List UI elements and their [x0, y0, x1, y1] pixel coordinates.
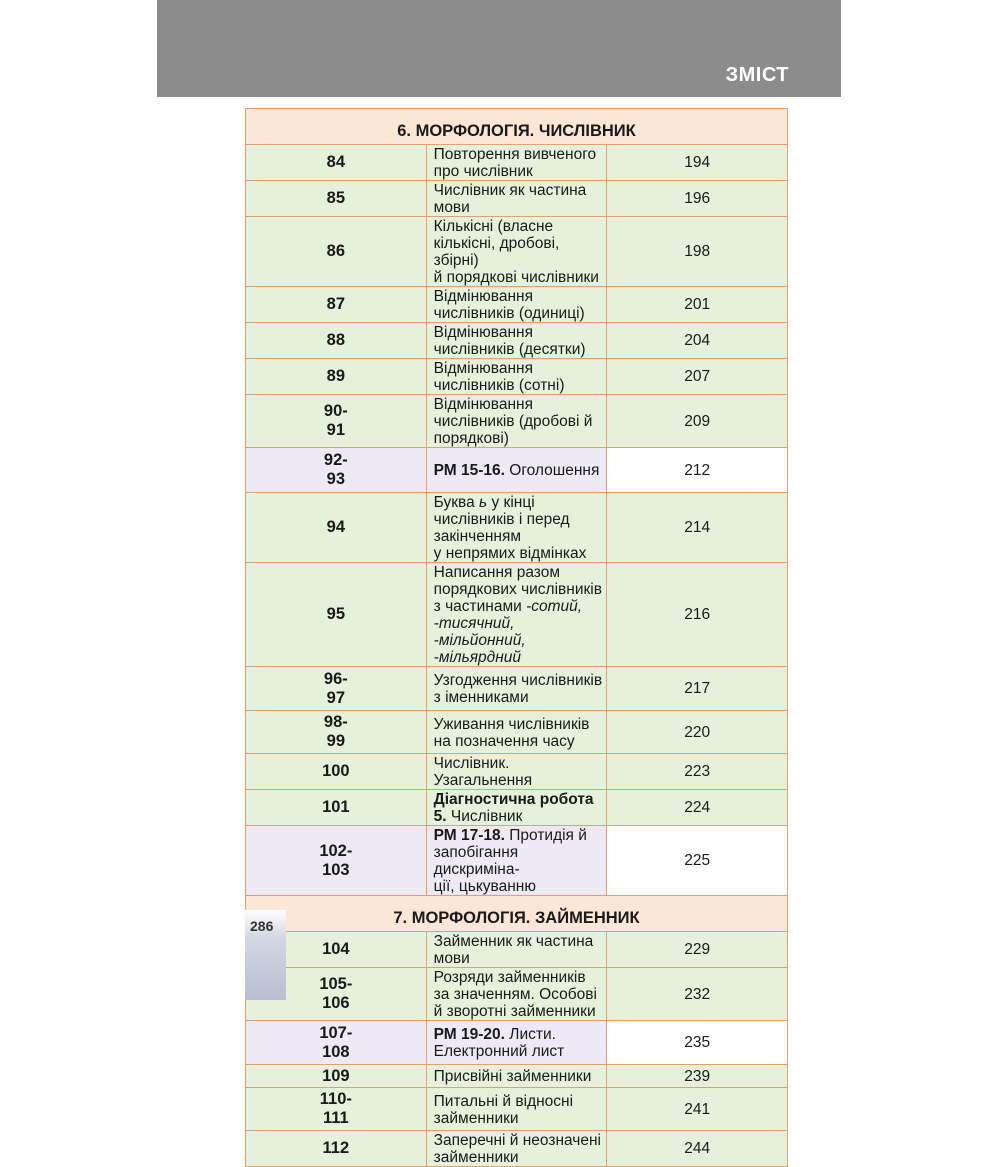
lesson-number-part: 86 — [326, 242, 345, 260]
toc-row — [246, 1021, 788, 1065]
lesson-number-part: 92- — [323, 451, 348, 469]
toc-row — [246, 448, 788, 493]
topic-line — [434, 969, 603, 1003]
topic-label-bold: РМ 17-18. — [433, 827, 505, 844]
topic-line — [434, 1093, 603, 1127]
topic-label-bold: РМ 19-20. — [433, 1026, 505, 1043]
topic-line — [434, 791, 603, 825]
lesson-topic — [426, 790, 607, 826]
lesson-number-part: 98- — [323, 713, 348, 731]
lesson-topic — [426, 968, 607, 1021]
toc-row — [246, 323, 788, 359]
lesson-topic — [426, 493, 607, 563]
topic-text: ції, цькуванню — [433, 878, 536, 895]
topic-text: Відмінювання числівників (десятки) — [433, 324, 586, 358]
lesson-number-part: 106 — [322, 994, 350, 1012]
toc-row — [246, 181, 788, 217]
toc-row — [246, 493, 788, 563]
toc-row — [246, 968, 788, 1021]
topic-line — [434, 146, 603, 180]
lesson-number-part: 95 — [326, 605, 345, 623]
lesson-number-part: 102- — [319, 841, 353, 860]
lesson-topic — [426, 395, 607, 448]
lesson-number-part: 104 — [322, 940, 350, 958]
header-band — [157, 0, 841, 97]
page-ref: 232 — [607, 968, 788, 1021]
page-ref: 241 — [607, 1088, 788, 1131]
toc-row — [246, 667, 788, 711]
topic-text: й порядкові числівники — [433, 269, 599, 286]
lesson-number — [246, 711, 427, 754]
topic-line — [434, 933, 603, 967]
topic-line — [434, 1132, 603, 1166]
lesson-number — [246, 1131, 427, 1167]
lesson-number-part: 87 — [326, 295, 345, 313]
section-heading: 7. МОРФОЛОГІЯ. ЗАЙМЕННИК — [246, 896, 788, 932]
toc-row — [246, 932, 788, 968]
lesson-number-part: 88 — [326, 331, 345, 349]
toc-row — [246, 790, 788, 826]
topic-line — [434, 649, 603, 666]
section-heading: 6. МОРФОЛОГІЯ. ЧИСЛІВНИК — [246, 109, 788, 145]
page-ref: 217 — [607, 667, 788, 711]
toc-row — [246, 754, 788, 790]
lesson-number-part: 97 — [326, 688, 345, 707]
topic-line — [434, 269, 603, 286]
lesson-number-part: 108 — [322, 1042, 350, 1061]
topic-line — [434, 360, 603, 394]
lesson-number-part: 103 — [322, 860, 350, 879]
topic-text: у кінці числівників і перед закінченням — [433, 494, 570, 545]
toc-row — [246, 287, 788, 323]
topic-text: Числівник — [446, 808, 523, 825]
topic-text-italic: -сотий, -тисячний, -мільйонний, — [433, 598, 583, 649]
topic-text: Відмінювання числівників (сотні) — [433, 360, 565, 394]
page-ref: 204 — [607, 323, 788, 359]
lesson-number — [246, 1065, 427, 1088]
topic-text: Числівник. Узагальнення — [433, 755, 533, 789]
lesson-topic — [426, 932, 607, 968]
topic-text: й зворотні займенники — [433, 1003, 596, 1020]
topic-line — [434, 878, 603, 895]
toc-row — [246, 563, 788, 667]
lesson-topic — [426, 754, 607, 790]
lesson-number-part: 105- — [319, 975, 353, 993]
lesson-topic — [426, 826, 607, 896]
topic-line — [434, 598, 603, 649]
lesson-number-part: 100 — [322, 762, 350, 780]
page-ref: 194 — [607, 145, 788, 181]
lesson-topic — [426, 563, 607, 667]
lesson-topic — [426, 667, 607, 711]
topic-line — [434, 1026, 603, 1060]
topic-line — [434, 494, 603, 545]
topic-text: Уживання числівників на позначення часу — [433, 715, 590, 750]
lesson-number-part: 99 — [326, 732, 345, 750]
lesson-number — [246, 667, 427, 711]
topic-text-italic: ь — [479, 494, 488, 511]
topic-text: Питальні й відносні займенники — [433, 1092, 574, 1127]
lesson-number-part: 101 — [322, 798, 350, 816]
lesson-number-part: 110- — [319, 1090, 352, 1108]
lesson-number — [246, 790, 427, 826]
page-ref: 209 — [607, 395, 788, 448]
page-ref: 229 — [607, 932, 788, 968]
lesson-topic — [426, 181, 607, 217]
page-ref: 207 — [607, 359, 788, 395]
lesson-topic — [426, 711, 607, 754]
lesson-number — [246, 1088, 427, 1131]
topic-text: Протидія й запобігання дискриміна- — [433, 827, 587, 878]
topic-text: Займенник як частина мови — [433, 933, 594, 967]
page-ref: 216 — [607, 563, 788, 667]
lesson-number-part: 89 — [326, 367, 345, 385]
topic-line — [434, 182, 603, 216]
lesson-number-part: 94 — [326, 518, 345, 536]
topic-line — [434, 716, 603, 750]
toc-row — [246, 1088, 788, 1131]
lesson-topic — [426, 1021, 607, 1065]
topic-text: Написання разом порядкових числівників — [433, 564, 602, 598]
lesson-topic — [426, 1131, 607, 1167]
lesson-number-part: 90- — [323, 402, 348, 420]
topic-text: Листи. Електронний лист — [433, 1026, 565, 1060]
lesson-number — [246, 359, 427, 395]
lesson-number — [246, 323, 427, 359]
topic-line — [434, 827, 603, 878]
topic-text: Числівник як частина мови — [433, 182, 587, 216]
page-ref: 235 — [607, 1021, 788, 1065]
topic-text: Узгодження числівників з іменниками — [433, 672, 603, 706]
page-ref: 212 — [607, 448, 788, 493]
page-ref: 214 — [607, 493, 788, 563]
topic-text: Кількісні (власне кількісні, дробові, збірні) — [433, 218, 560, 269]
lesson-topic — [426, 448, 607, 493]
section-heading-row — [246, 896, 788, 932]
topic-line — [434, 564, 603, 598]
lesson-topic — [426, 287, 607, 323]
topic-text-italic: -мільярдний — [433, 649, 522, 666]
topic-line — [434, 1068, 603, 1085]
topic-line — [434, 324, 603, 358]
topic-text: Присвійні займенники — [433, 1068, 592, 1085]
page-ref: 239 — [607, 1065, 788, 1088]
lesson-topic — [426, 323, 607, 359]
page-number-tab — [245, 910, 286, 1000]
lesson-topic — [426, 145, 607, 181]
topic-text: Розряди займенників за значенням. Особові — [433, 969, 597, 1003]
page-ref: 225 — [607, 826, 788, 896]
toc-row — [246, 826, 788, 896]
page-ref: 198 — [607, 217, 788, 287]
lesson-number — [246, 181, 427, 217]
lesson-topic — [426, 217, 607, 287]
page-ref: 196 — [607, 181, 788, 217]
lesson-number — [246, 826, 427, 896]
topic-line — [434, 755, 603, 789]
lesson-number-part: 111 — [322, 1109, 349, 1127]
topic-line — [434, 545, 603, 562]
lesson-topic — [426, 1088, 607, 1131]
topic-line — [434, 672, 603, 706]
page-number: 286 — [250, 918, 274, 934]
lesson-number-part: 96- — [323, 669, 348, 688]
toc-row — [246, 217, 788, 287]
lesson-number — [246, 563, 427, 667]
toc-row — [246, 145, 788, 181]
lesson-number-part: 107- — [319, 1023, 353, 1042]
topic-label-bold: Діагностична робота 5. — [433, 791, 594, 825]
lesson-number — [246, 493, 427, 563]
toc-row — [246, 1131, 788, 1167]
page-ref: 223 — [607, 754, 788, 790]
page-ref: 224 — [607, 790, 788, 826]
page-ref: 244 — [607, 1131, 788, 1167]
topic-text: Відмінювання числівників (одиниці) — [433, 288, 585, 322]
topic-text: Відмінювання числівників (дробові й порядкові) — [433, 396, 593, 447]
lesson-number-part: 91 — [326, 421, 345, 439]
lesson-number — [246, 395, 427, 448]
section-heading-row — [246, 109, 788, 145]
lesson-number-part: 84 — [326, 153, 345, 171]
toc-row — [246, 1065, 788, 1088]
lesson-number — [246, 1021, 427, 1065]
topic-text: Повторення вивченого про числівник — [433, 146, 597, 180]
lesson-number — [246, 754, 427, 790]
topic-line — [434, 396, 603, 447]
page-title: ЗМІСТ — [725, 64, 789, 86]
topic-line — [434, 288, 603, 322]
lesson-number-part: 112 — [322, 1139, 350, 1157]
topic-text: Заперечні й неозначені займенники — [433, 1132, 602, 1166]
page-ref: 201 — [607, 287, 788, 323]
lesson-topic — [426, 1065, 607, 1088]
toc-row — [246, 395, 788, 448]
lesson-number-part: 93 — [326, 470, 345, 488]
topic-line — [434, 462, 603, 479]
lesson-number — [246, 217, 427, 287]
lesson-number — [246, 145, 427, 181]
lesson-number — [246, 448, 427, 493]
topic-text: Оголошення — [504, 462, 600, 479]
toc-body — [246, 109, 788, 1167]
topic-text: у непрямих відмінках — [433, 545, 587, 562]
topic-text: з частинами — [433, 598, 527, 615]
lesson-number — [246, 287, 427, 323]
toc-row — [246, 711, 788, 754]
toc-row — [246, 359, 788, 395]
toc-table — [245, 108, 788, 1167]
topic-label-bold: РМ 15-16. — [433, 462, 505, 479]
page-ref: 220 — [607, 711, 788, 754]
topic-text: Буква — [433, 494, 480, 511]
lesson-topic — [426, 359, 607, 395]
topic-line — [434, 1003, 603, 1020]
lesson-number-part: 85 — [326, 189, 345, 207]
lesson-number-part: 109 — [322, 1066, 350, 1085]
topic-line — [434, 218, 603, 269]
